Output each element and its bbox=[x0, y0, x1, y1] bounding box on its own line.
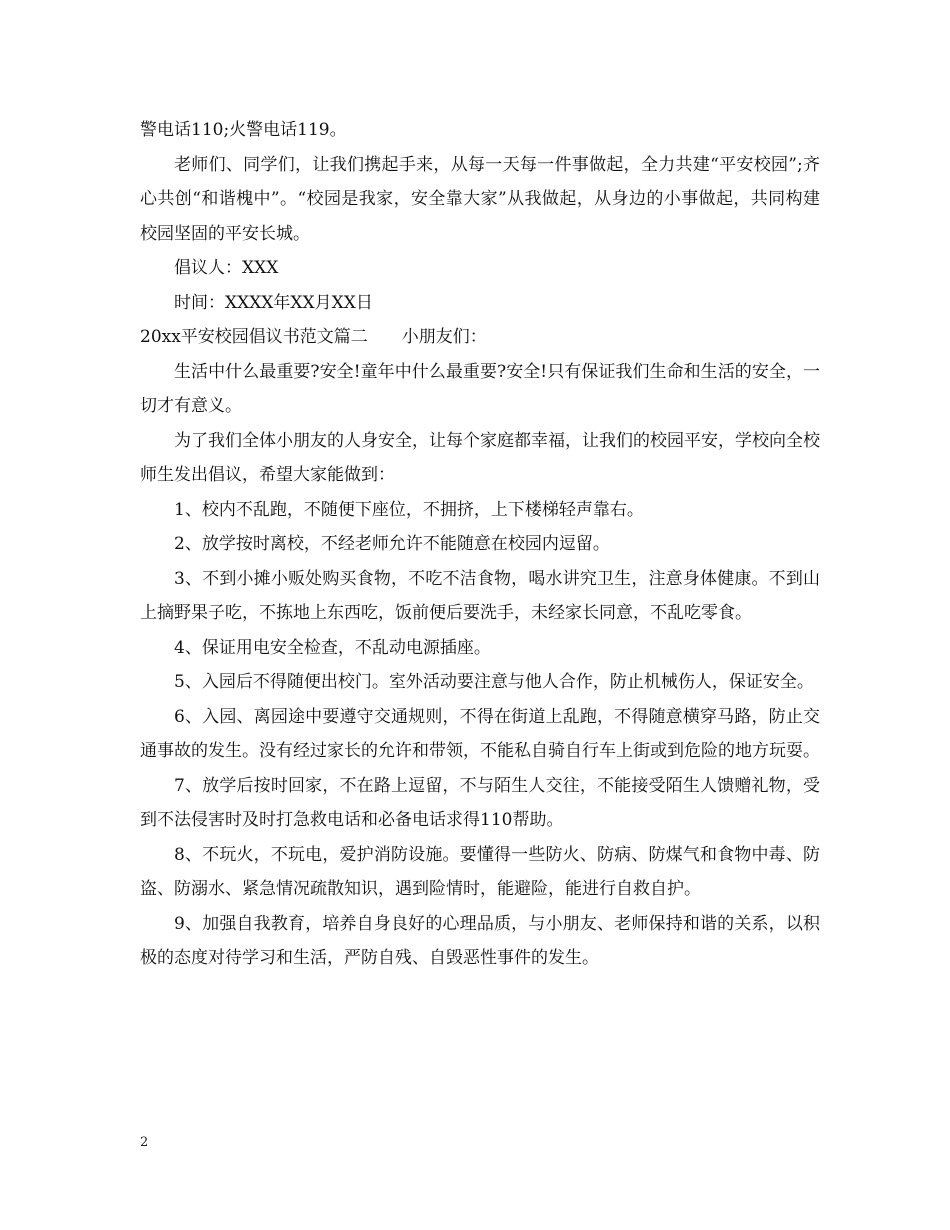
list-item-5: 5、入园后不得随便出校门。室外活动要注意与他人合作，防止机械伤人，保证安全。 bbox=[174, 672, 814, 692]
paragraph-1: 警电话110;火警电话119。 bbox=[140, 120, 347, 140]
list-item-9: 9、加强自我教育，培养自身良好的心理品质，与小朋友、老师保持和谐的关系，以积极的态度对待学习和生活，严防自残、自毁恶性事件的发生。 bbox=[140, 913, 820, 968]
list-item-3: 3、不到小摊小贩处购买食物，不吃不洁食物，喝水讲究卫生，注意身体健康。不到山上摘野果子吃，不拣地上东西吃，饭前便后要洗手，未经家长同意，不乱吃零食。 bbox=[140, 568, 820, 623]
page-number: 2 bbox=[140, 1135, 149, 1150]
date-line: 时间：XXXX年XX月XX日 bbox=[174, 292, 373, 313]
document-body bbox=[140, 113, 820, 976]
paragraph-7: 为了我们全体小朋友的人身安全，让每个家庭都幸福，让我们的校园平安，学校向全校师生发出倡议，希望大家能做到： bbox=[140, 430, 820, 485]
list-item-1: 1、校内不乱跑，不随便下座位，不拥挤，上下楼梯轻声靠右。 bbox=[174, 499, 644, 520]
section-heading: 20xx平安校园倡议书范文篇二 小朋友们： bbox=[140, 327, 487, 347]
signatory: 倡议人：XXX bbox=[174, 258, 279, 278]
paragraph-2: 老师们、同学们，让我们携起手来，从每一天每一件事做起，全力共建“平安校园”;齐心共创“和谐槐中”。“校园是我家，安全靠大家”从我做起，从身边的小事做起，共同构建校园坚固的平安长城。 bbox=[140, 154, 820, 244]
list-item-8: 8、不玩火，不玩电，爱护消防设施。要懂得一些防火、防病、防煤气和食物中毒、防盗、防溺水、紧急情况疏散知识，遇到险情时，能避险，能进行自救自护。 bbox=[140, 844, 820, 899]
list-item-7: 7、放学后按时回家，不在路上逗留，不与陌生人交往，不能接受陌生人馈赠礼物，受到不法侵害时及时打急救电话和必备电话求得110帮助。 bbox=[140, 775, 820, 830]
list-item-2: 2、放学按时离校，不经老师允许不能随意在校园内逗留。 bbox=[174, 534, 610, 554]
list-item-4: 4、保证用电安全检查，不乱动电源插座。 bbox=[174, 637, 491, 658]
paragraph-6: 生活中什么最重要?安全!童年中什么最重要?安全!只有保证我们生命和生活的安全，一切才有意义。 bbox=[140, 361, 820, 416]
list-item-6: 6、入园、离园途中要遵守交通规则，不得在街道上乱跑，不得随意横穿马路，防止交通事故的发生。没有经过家长的允许和带领，不能私自骑自行车上街或到危险的地方玩耍。 bbox=[140, 706, 820, 761]
